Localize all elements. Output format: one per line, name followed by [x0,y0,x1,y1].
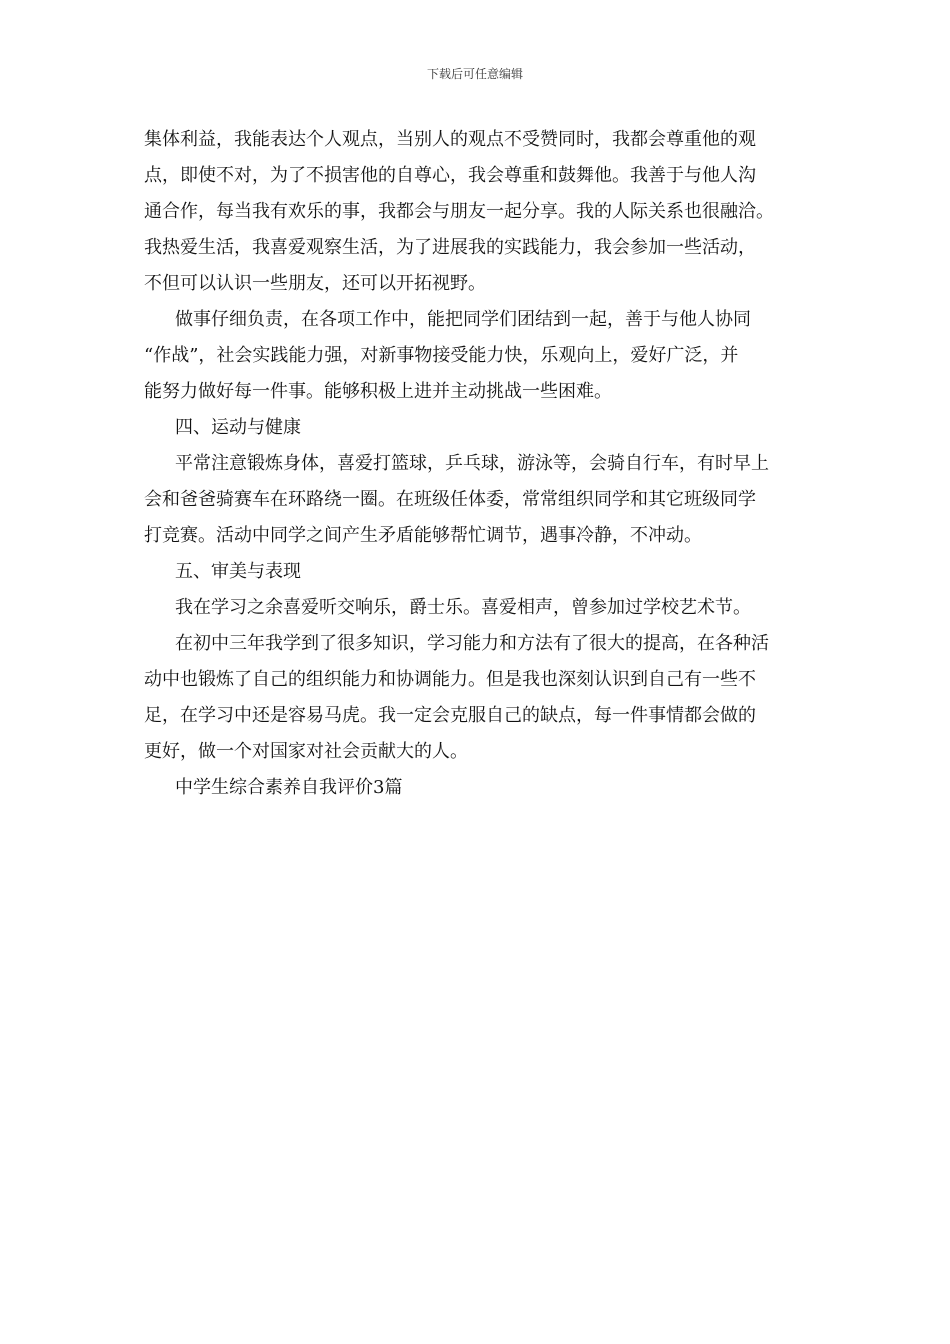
paragraph-line: 足，在学习中还是容易马虎。我一定会克服自己的缺点，每一件事情都会做的 [144,705,756,726]
paragraph-line: 我在学习之余喜爱听交响乐，爵士乐。喜爱相声，曾参加过学校艺术节。 [175,597,751,618]
paragraph-line: 在初中三年我学到了很多知识，学习能力和方法有了很大的提高，在各种活 [175,633,769,654]
paragraph-line: 会和爸爸骑赛车在环路绕一圈。在班级任体委，常常组织同学和其它班级同学 [144,489,756,510]
paragraph-line: 能努力做好每一件事。能够积极上进并主动挑战一些困难。 [144,381,612,402]
paragraph-line: 不但可以认识一些朋友，还可以开拓视野。 [144,273,486,294]
paragraph-line: 通合作，每当我有欢乐的事，我都会与朋友一起分享。我的人际关系也很融洽。 [144,201,774,222]
paragraph-line: “作战”，社会实践能力强，对新事物接受能力快，乐观向上，爱好广泛，并 [144,345,739,366]
paragraph-line: 平常注意锻炼身体，喜爱打篮球，乒乓球，游泳等，会骑自行车，有时早上 [175,453,769,474]
paragraph-line: 我热爱生活，我喜爱观察生活，为了进展我的实践能力，我会参加一些活动， [144,237,756,258]
paragraph-line: 集体利益，我能表达个人观点，当别人的观点不受赞同时，我都会尊重他的观 [144,129,756,150]
paragraph-line: 点，即使不对，为了不损害他的自尊心，我会尊重和鼓舞他。我善于与他人沟 [144,165,756,186]
paragraph-line: 做事仔细负责，在各项工作中，能把同学们团结到一起，善于与他人协同 [175,309,751,330]
section-heading: 四、运动与健康 [175,417,301,438]
paragraph-line: 动中也锻炼了自己的组织能力和协调能力。但是我也深刻认识到自己有一些不 [144,669,756,690]
document-title-line: 中学生综合素养自我评价3篇 [175,777,403,798]
section-heading: 五、审美与表现 [175,561,301,582]
page-header: 下载后可任意编辑 [426,67,523,81]
paragraph-line: 打竞赛。活动中同学之间产生矛盾能够帮忙调节，遇事冷静，不冲动。 [144,525,702,546]
paragraph-line: 更好，做一个对国家对社会贡献大的人。 [144,741,468,762]
